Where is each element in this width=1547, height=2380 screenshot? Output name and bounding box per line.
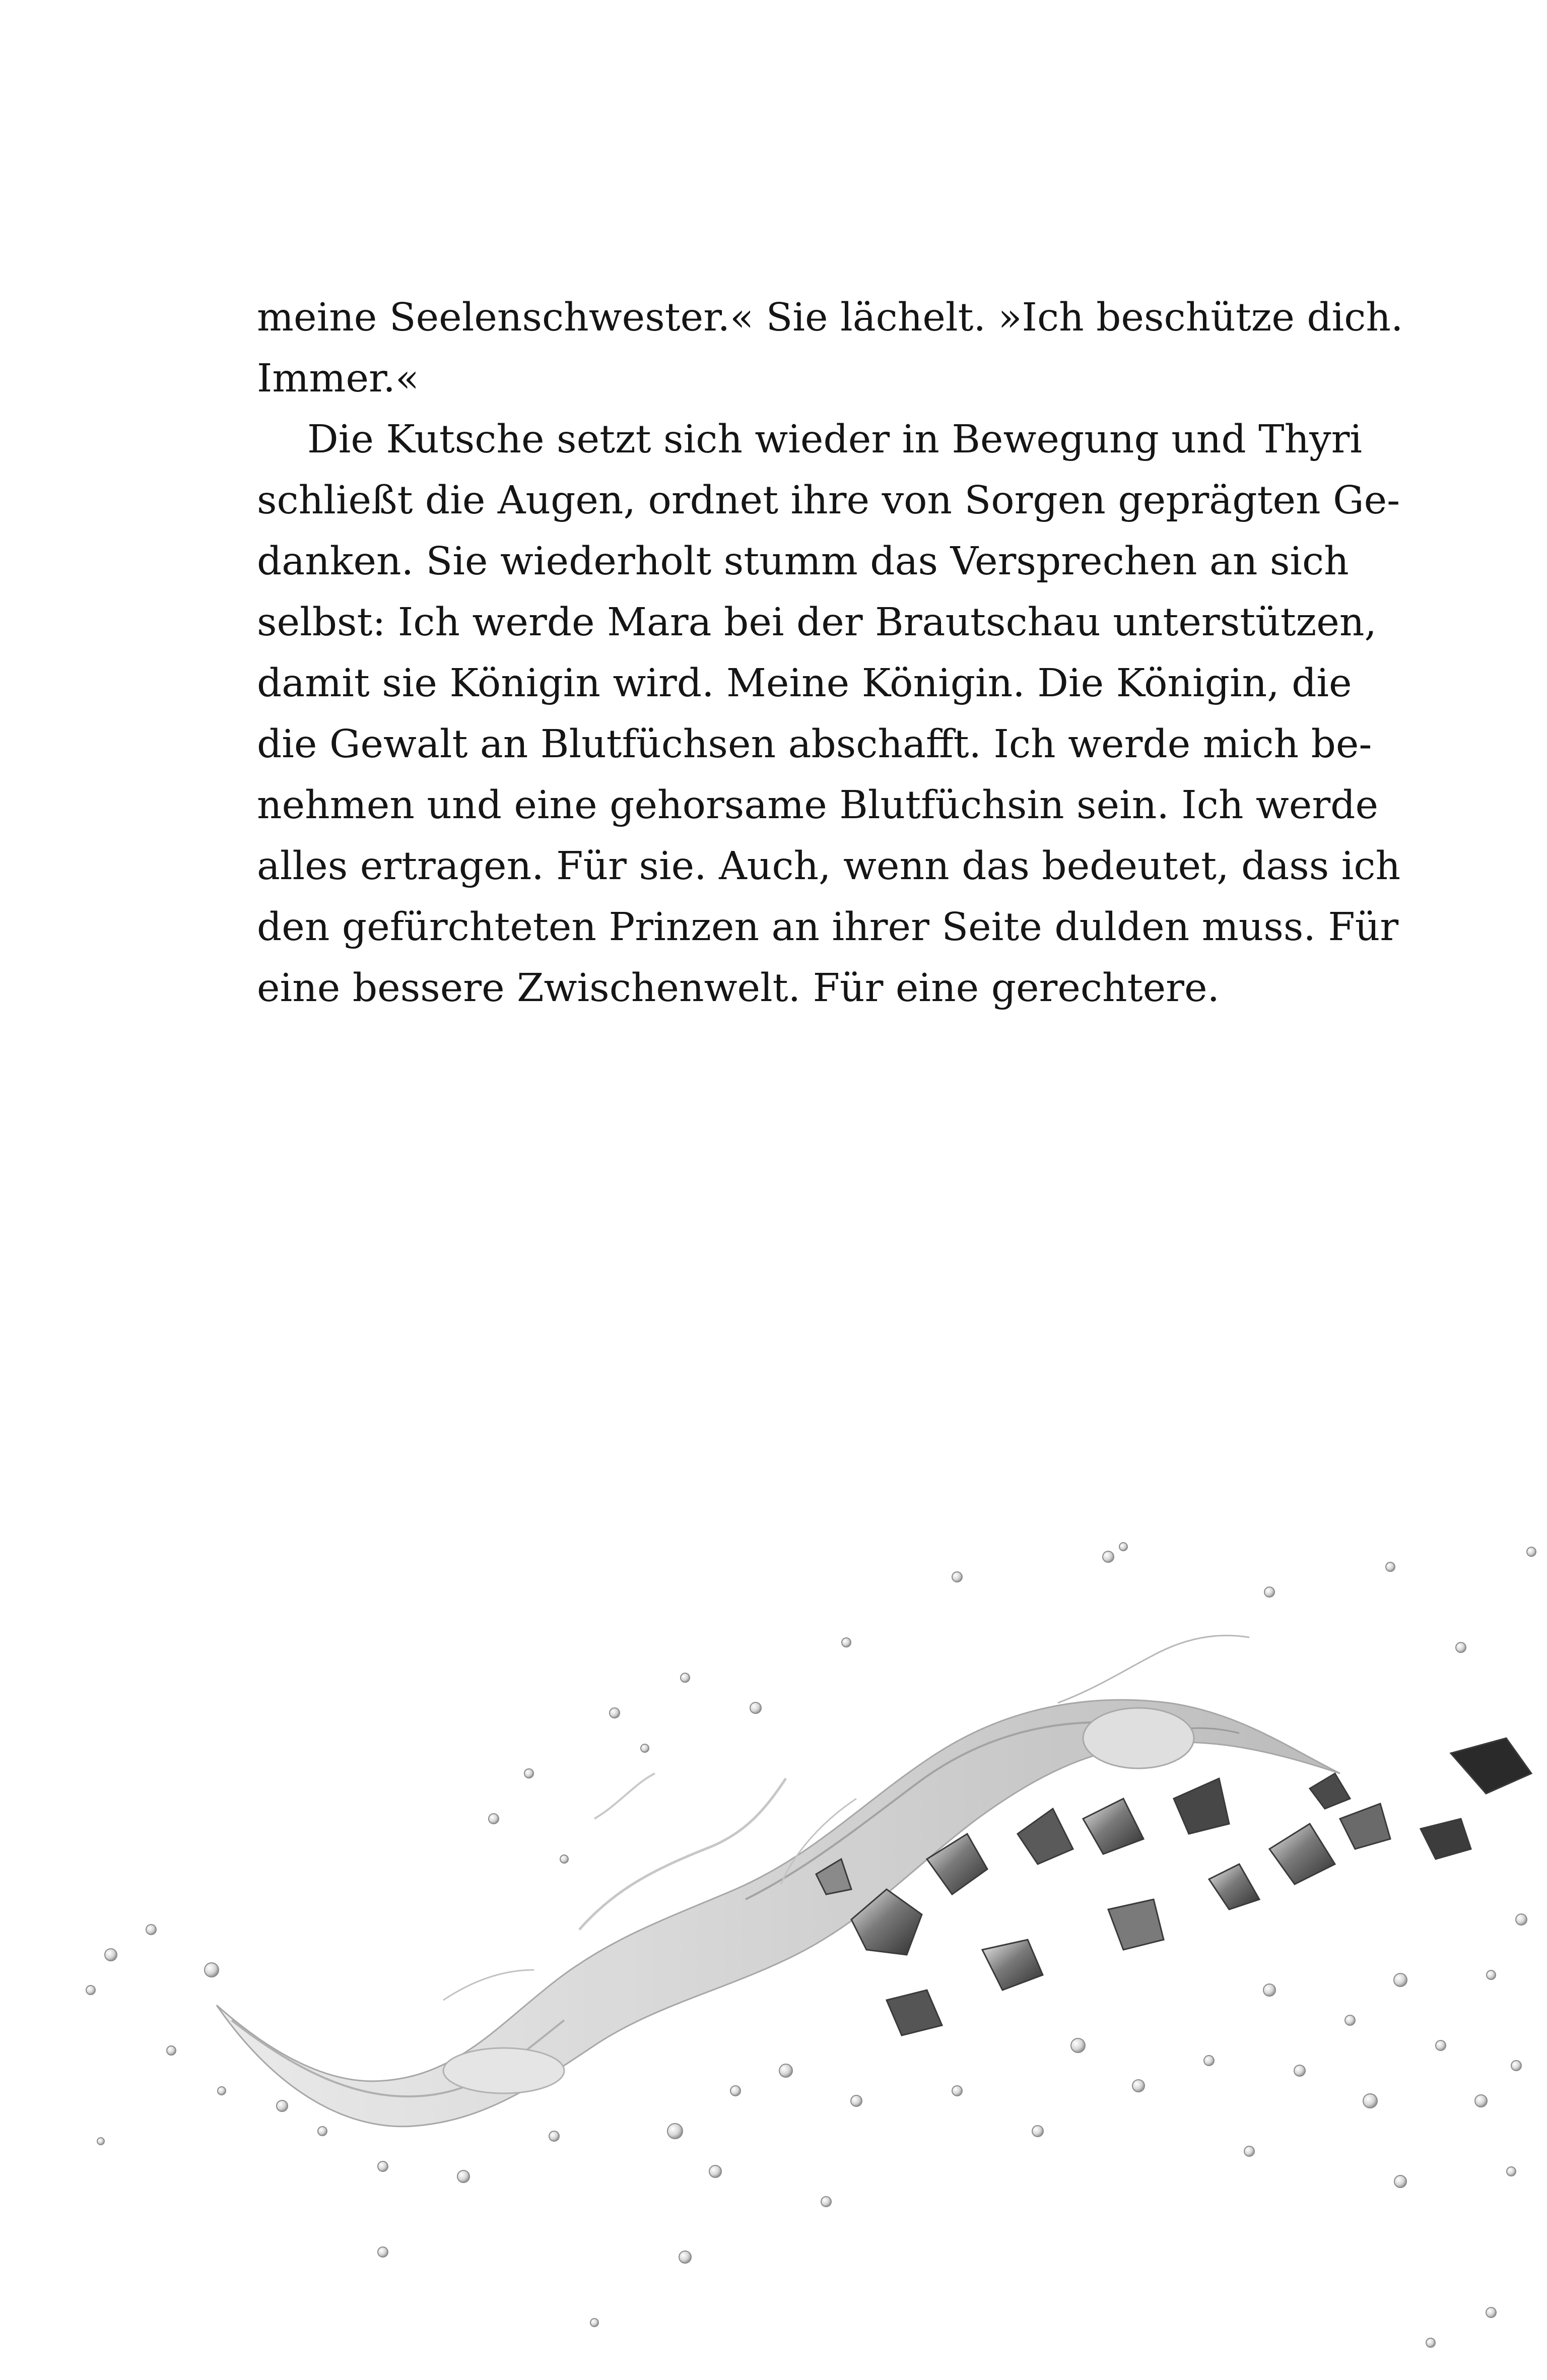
text-line: meine Seelenschwester.« Sie lächelt. »Ich beschütze dich. xyxy=(257,295,1403,340)
body-text xyxy=(257,287,1403,1019)
text-line: damit sie Königin wird. Meine Königin. Die Königin, die xyxy=(257,661,1352,706)
text-line: danken. Sie wiederholt stumm das Versprechen an sich xyxy=(257,539,1349,584)
text-line: die Gewalt an Blutfüchsen abschafft. Ich werde mich be- xyxy=(257,722,1372,767)
text-line: schließt die Augen, ordnet ihre von Sorgen geprägten Ge- xyxy=(257,478,1400,523)
text-line: alles ertragen. Für sie. Auch, wenn das bedeutet, dass ich xyxy=(257,844,1401,889)
water-wave xyxy=(217,1635,1340,2127)
text-line: den gefürchteten Prinzen an ihrer Seite dulden muss. Für xyxy=(257,905,1399,950)
text-line: eine bessere Zwischenwelt. Für eine gerechtere. xyxy=(257,966,1220,1011)
text-line: Die Kutsche setzt sich wieder in Bewegung und Thyri xyxy=(307,417,1363,462)
text-line: nehmen und eine gehorsame Blutfüchsin sein. Ich werde xyxy=(257,783,1379,828)
text-line: selbst: Ich werde Mara bei der Brautschau unterstützen, xyxy=(257,600,1377,645)
water-splash-illustration xyxy=(0,1537,1547,2380)
text-line: Immer.« xyxy=(257,356,419,401)
